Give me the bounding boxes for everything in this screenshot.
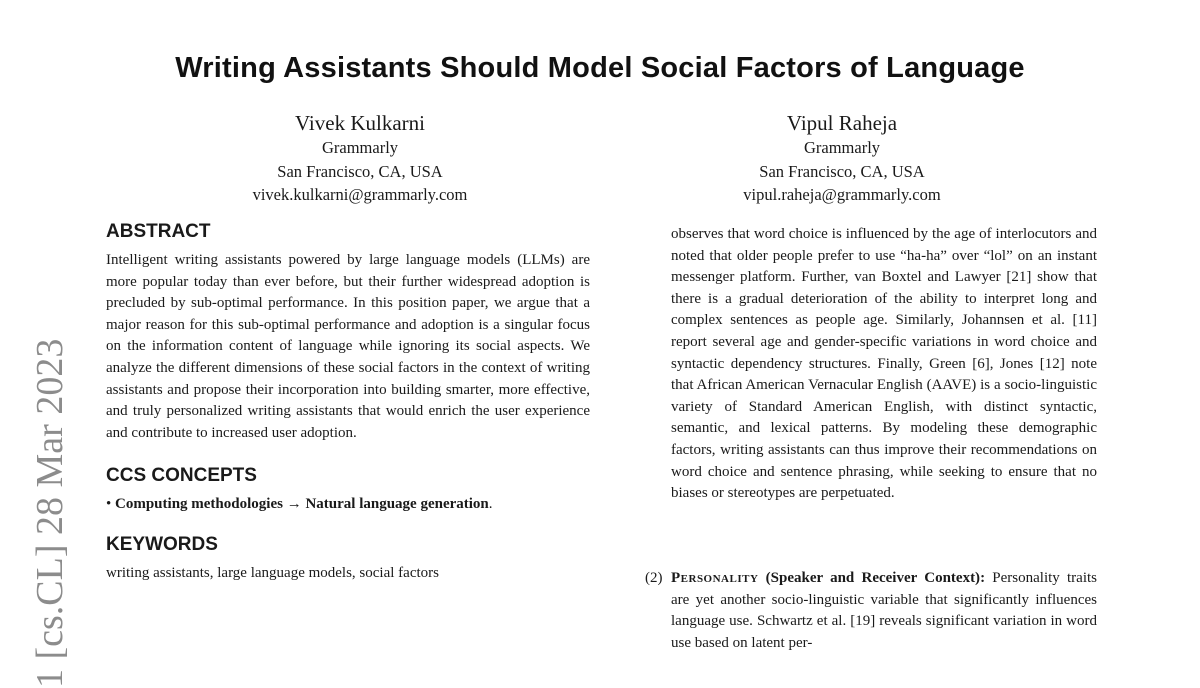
author-name: Vivek Kulkarni [295, 111, 425, 135]
arxiv-stamp: 1 [cs.CL] 28 Mar 2023 [29, 338, 71, 688]
author-email[interactable]: vivek.kulkarni@grammarly.com [252, 185, 468, 204]
abstract-heading: ABSTRACT [106, 221, 211, 242]
list-item-heading: Personality [671, 570, 759, 586]
author-block-2 [632, 111, 1052, 207]
ccs-bullet: • [106, 496, 112, 513]
list-item-subheading: (Speaker and Receiver Context) [765, 570, 981, 586]
list-item-colon: : [980, 570, 986, 586]
page-title: Writing Assistants Should Model Social Factors of Language [175, 52, 1025, 84]
ccs-concept: Computing methodologies [115, 496, 283, 513]
list-item-body [671, 568, 1097, 654]
author-location: San Francisco, CA, USA [759, 161, 925, 181]
list-item-number: (2) [645, 570, 663, 586]
author-name: Vipul Raheja [786, 111, 898, 135]
ccs-arrow: → [286, 496, 302, 513]
keywords-text: writing assistants, large language models, social factors [106, 565, 439, 582]
ccs-period: . [488, 496, 493, 513]
keywords-heading: KEYWORDS [106, 534, 218, 556]
author-block-1 [150, 111, 570, 207]
author-email[interactable]: vipul.raheja@grammarly.com [743, 185, 941, 204]
author-affiliation: Grammarly [321, 138, 399, 157]
ccs-concepts [106, 494, 590, 515]
author-affiliation: Grammarly [803, 138, 881, 157]
ccs-heading: CCS CONCEPTS [106, 465, 257, 487]
body-paragraph: observes that word choice is influenced by the age of interlocutors and noted that older people prefer to use “ha-ha” over “lol” on an instant messenger platform. Further, van Boxtel and Lawyer [21] show that there is a gradual deterioration of the ability to interpret long and complex sentences as people age. Similarly, Johannsen et al. [11] report several age and gender-specific variations in word choice and syntactic dependency structures. Finally, Green [6], Jones [12] note that African American Vernacular English (AAVE) is a socio-linguistic variety of Standard American English, with distinct syntactic, semantic, and lexical patterns. By modeling these demographic factors, writing assistants can thus improve their recommendations on word choice and sentence phrasing, while seeking to ensure that no biases or stereotypes are perpetuated. [671, 226, 1097, 502]
author-location: San Francisco, CA, USA [277, 161, 443, 181]
list-item-text: Personality traits are yet another socio-linguistic variable that significantly influences language use. Schwartz et al. [19] reveals significant variation in word use based on latent per- [671, 570, 1097, 651]
right-column [671, 224, 1097, 505]
abstract-text: Intelligent writing assistants powered by large language models (LLMs) are more popular today than ever before, but their further widespread adoption is precluded by sub-optimal performance. In this position paper, we argue that a major reason for this sub-optimal performance and adoption is a singular focus on the information content of language while ignoring its social aspects. We analyze the different dimensions of these social factors in the context of writing assistants and propose their incorporation into building smarter, more effective, and truly personalized writing assistants that would enrich the user experience and contribute to increased user adoption. [106, 252, 590, 441]
list-item [645, 568, 1097, 654]
left-column [106, 220, 590, 584]
ccs-subconcept: Natural language generation [305, 496, 489, 513]
